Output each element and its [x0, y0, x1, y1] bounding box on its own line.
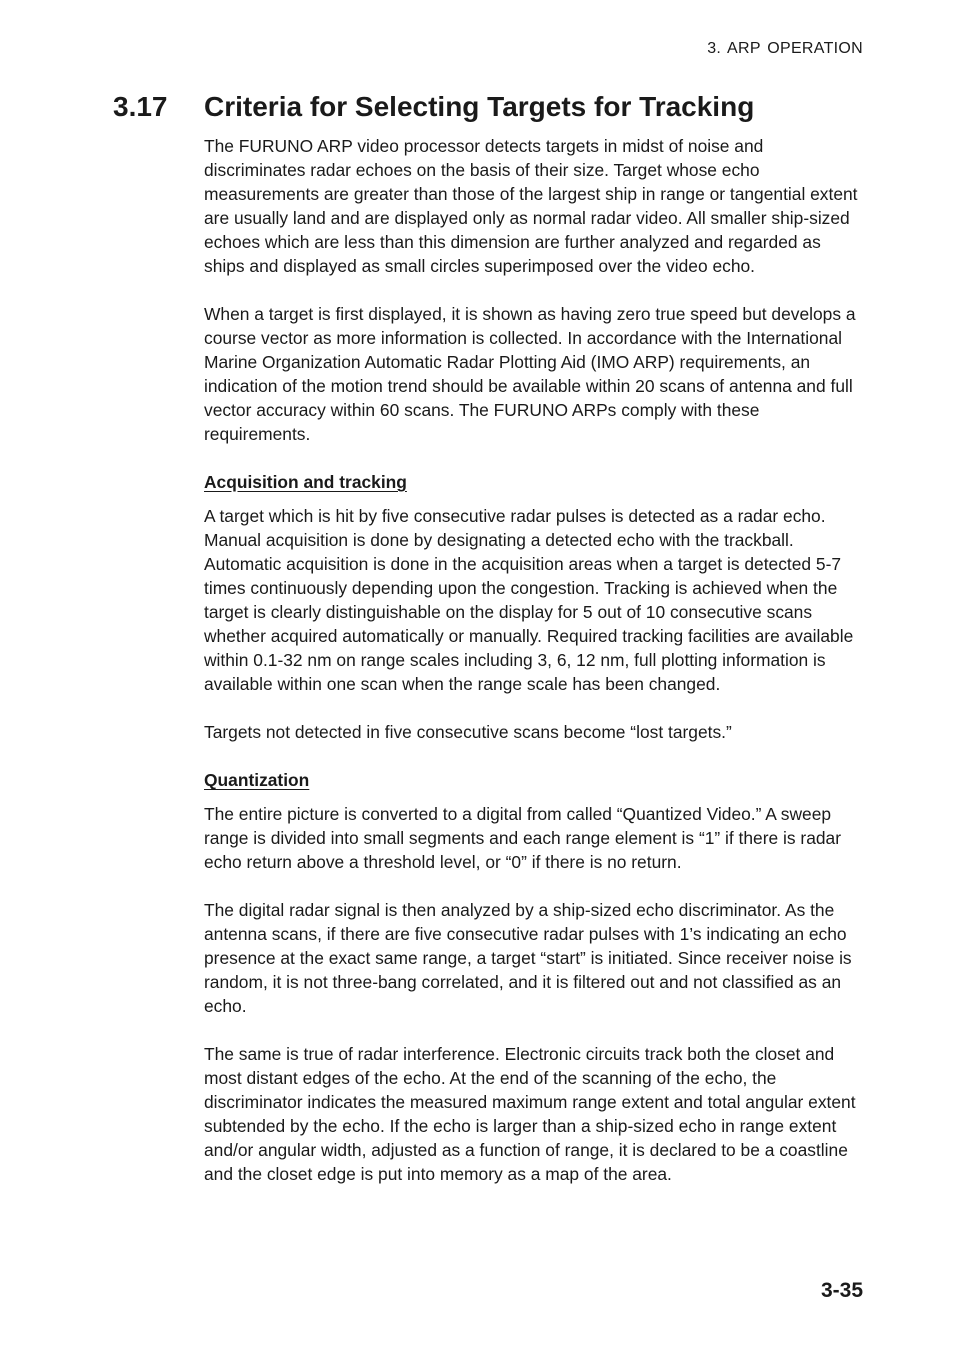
intro-paragraph-1: The FURUNO ARP video processor detects targets in midst of noise and discriminates radar echoes on the basis of their size. Target whose echo measurements are greater than those of the largest ship in range or tangential extent are usually land and are displayed only as normal radar video. All smaller ship-sized echoes which are less than this dimension are further analyzed and regarded as ships and displayed as small circles superimposed over the video echo. — [204, 136, 858, 276]
section-number: 3.17 — [113, 91, 168, 122]
quantization-heading: Quantization — [204, 770, 310, 790]
section-body — [204, 134, 866, 1210]
section-title-text: Criteria for Selecting Targets for Tracking — [204, 91, 755, 122]
quantization-paragraph-3: The same is true of radar interference. Electronic circuits track both the closet and most distant edges of the echo. At the end of the scanning of the echo, the discriminator indicates the measured maximum range extent and total angular extent subtended by the echo. If the echo is larger than a ship-sized echo in range extent and/or angular width, adjusted as a function of range, it is declared to be a coastline and the closet edge is put into memory as a map of the area. — [204, 1044, 856, 1184]
quantization-paragraph-1: The entire picture is converted to a digital from called “Quantized Video.” A sweep range is divided into small segments and each range element is “1” if there is radar echo return above a threshold level, or “0” if there is no return. — [204, 804, 842, 872]
acquisition-paragraph-1: A target which is hit by five consecutive radar pulses is detected as a radar echo. Manual acquisition is done by designating a detected echo with the trackball. Automatic acquisition is done in the acquisition areas when a target is detected 5-7 times continuously depending upon the congestion. Tracking is achieved when the target is clearly distinguishable on the display for 5 out of 10 consecutive scans whether acquired automatically or manually. Required tracking facilities are available within 0.1-32 nm on range scales including 3, 6, 12 nm, full plotting information is available within one scan when the range scale has been changed. — [204, 506, 854, 694]
quantization-paragraph-2: The digital radar signal is then analyzed by a ship-sized echo discriminator. As the antenna scans, if there are five consecutive radar pulses with 1’s indicating an echo presence at the exact same range, a target “start” is initiated. Since receiver noise is random, it is not three-bang correlated, and it is filtered out and not classified as an echo. — [204, 900, 852, 1016]
page-number: 3-35 — [820, 1279, 863, 1302]
intro-paragraph-2: When a target is first displayed, it is shown as having zero true speed but develops a course vector as more information is collected. In accordance with the International Marine Organization Automatic Radar Plotting Aid (IMO ARP) requirements, an indication of the motion trend should be available within 20 scans of antenna and full vector accuracy within 60 scans. The FURUNO ARPs comply with these requirements. — [204, 304, 856, 444]
running-header: 3. ARP OPERATION — [707, 40, 863, 57]
acquisition-heading: Acquisition and tracking — [204, 472, 407, 492]
section-title — [113, 88, 754, 126]
acquisition-paragraph-2: Targets not detected in five consecutive scans become “lost targets.” — [204, 722, 732, 742]
